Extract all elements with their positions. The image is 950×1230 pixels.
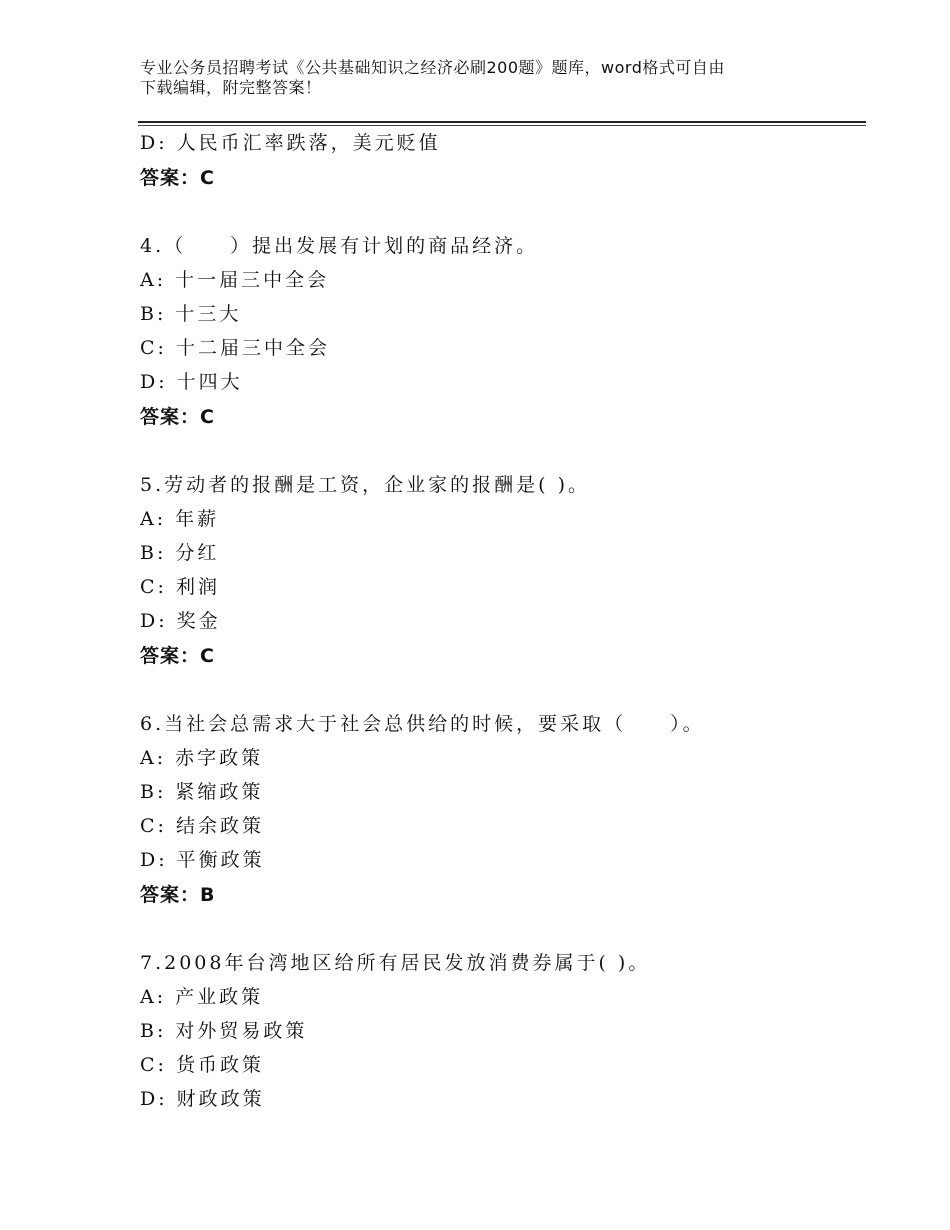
q4-option-a: A: 十一届三中全会: [140, 269, 330, 291]
q7-option-d: D: 财政政策: [140, 1088, 265, 1110]
q6-option-d: D: 平衡政策: [140, 849, 265, 871]
q4-option-b: B: 十三大: [140, 303, 242, 325]
q5-stem: 5.劳动者的报酬是工资，企业家的报酬是( )。: [140, 474, 590, 496]
q7-option-a: A: 产业政策: [140, 986, 264, 1008]
header-line-1: 专业公务员招聘考试《公共基础知识之经济必刷200题》题库，word格式可自由: [140, 58, 725, 77]
q6-answer: 答案：B: [140, 884, 216, 906]
q5-option-b: B: 分红: [140, 542, 220, 564]
q4-stem: 4.（ ）提出发展有计划的商品经济。: [140, 235, 539, 257]
q5-option-a: A: 年薪: [140, 508, 220, 530]
q5-option-d: D: 奖金: [140, 610, 221, 632]
q6-option-a: A: 赤字政策: [140, 747, 264, 769]
header-divider-thick: [138, 121, 866, 123]
q7-option-c: C: 货币政策: [140, 1054, 264, 1076]
q3-option-d: D: 人民币汇率跌落，美元贬值: [140, 132, 441, 154]
q3-answer: 答案：C: [140, 167, 215, 189]
q7-option-b: B: 对外贸易政策: [140, 1020, 308, 1042]
q4-option-d: D: 十四大: [140, 371, 243, 393]
q6-stem: 6.当社会总需求大于社会总供给的时候，要采取（ ）。: [140, 713, 705, 735]
q6-option-c: C: 结余政策: [140, 815, 264, 837]
q5-answer: 答案：C: [140, 645, 215, 667]
document-header: [140, 58, 820, 98]
header-divider-thin: [138, 125, 866, 126]
q6-option-b: B: 紧缩政策: [140, 781, 264, 803]
q7-stem: 7.2008年台湾地区给所有居民发放消费券属于( )。: [140, 952, 651, 974]
q4-answer: 答案：C: [140, 406, 215, 428]
q5-option-c: C: 利润: [140, 576, 220, 598]
q4-option-c: C: 十二届三中全会: [140, 337, 330, 359]
header-line-2: 下载编辑，附完整答案！: [140, 78, 322, 97]
